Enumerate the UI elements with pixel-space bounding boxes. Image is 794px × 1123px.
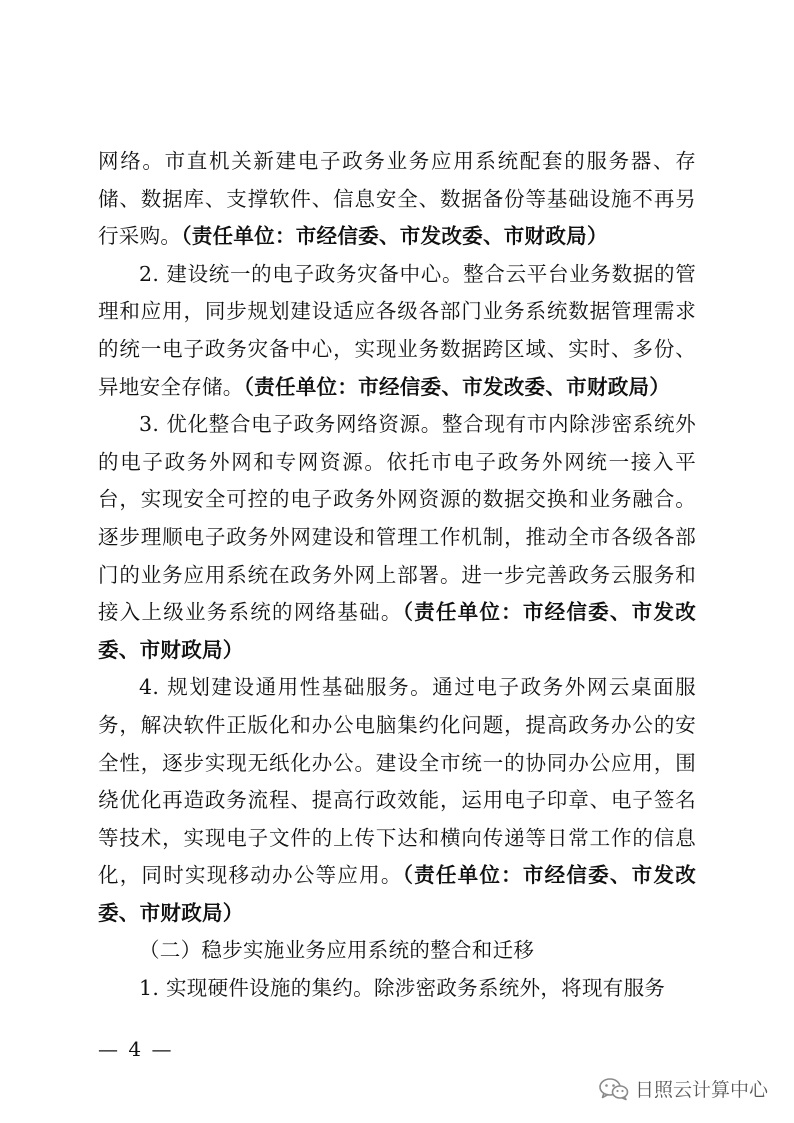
watermark-text: 日照云计算中心 xyxy=(634,1079,768,1101)
section-heading: （二）稳步实施业务应用系统的整合和迁移 xyxy=(139,938,535,963)
paragraph-2-responsibility: （责任单位：市经信委、市发改委、市财政局） xyxy=(243,374,671,399)
document-body xyxy=(98,143,696,1008)
watermark xyxy=(599,1075,768,1102)
paragraph-3-responsibility: （责任单位：市经信委、市发改委、市财政局） xyxy=(98,600,697,662)
paragraph-1-responsibility: （责任单位：市经信委、市发改委、市财政局） xyxy=(181,224,608,249)
paragraph-2-text: 2. 建设统一的电子政务灾备中心。整合云平台业务数据的管理和应用，同步规划建设适应各级各部门业务系统数据管理需求的统一电子政务灾备中心，实现业务数据跨区域、实时、多份、异地安全存储。 xyxy=(98,261,696,399)
page-number: — 4 — xyxy=(98,1037,174,1061)
wechat-icon xyxy=(599,1077,629,1101)
paragraph-4-text: 4. 规划建设通用性基础服务。通过电子政务外网云桌面服务，解决软件正版化和办公电脑集约化问题，提高政务办公的安全性，逐步实现无纸化办公。建设全市统一的协同办公应用，围绕优化再造政务流程、提高行政效能，运用电子印章、电子签名等技术，实现电子文件的上传下达和横向传递等日常工作的信息化，同时实现移动办公等应用。 xyxy=(98,675,696,888)
paragraph-1 xyxy=(98,143,696,256)
paragraph-3 xyxy=(98,406,696,669)
paragraph-3-text: 3. 优化整合电子政务网络资源。整合现有市内除涉密系统外的电子政务外网和专网资源。依托市电子政务外网统一接入平台，实现安全可控的电子政务外网资源的数据交换和业务融合。逐步理顺电子政务外网建设和管理工作机制，推动全市各级各部门的业务应用系统在政务外网上部署。进一步完善政务云服务和接入上级业务系统的网络基础。 xyxy=(98,412,696,625)
paragraph-2 xyxy=(98,256,696,406)
paragraph-4-responsibility: （责任单位：市经信委、市发改委、市财政局） xyxy=(98,863,697,925)
paragraph-5: 1. 实现硬件设施的集约。除涉密政务系统外，将现有服务 xyxy=(139,976,666,1001)
paragraph-4 xyxy=(98,669,696,932)
paragraph-1-text: 网络。市直机关新建电子政务业务应用系统配套的服务器、存储、数据库、支撑软件、信息安全、数据备份等基础设施不再另行采购。 xyxy=(98,149,696,249)
